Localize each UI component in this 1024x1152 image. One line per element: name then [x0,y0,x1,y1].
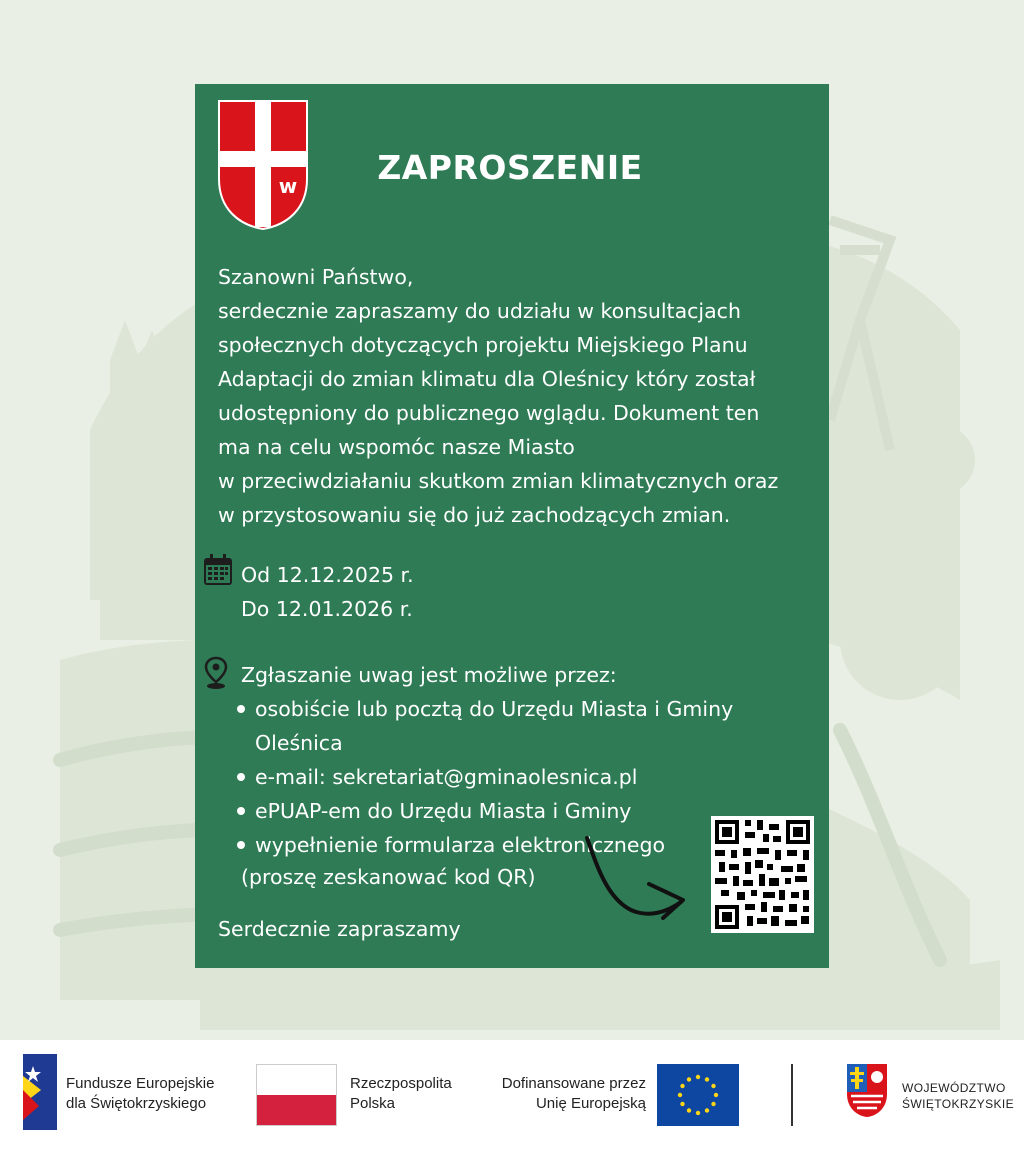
qr-instruction: (proszę zeskanować kod QR) [241,865,536,889]
qr-code-icon[interactable] [711,816,814,933]
intro-line: społecznych dotyczących projektu Miejskiego Planu [218,333,748,357]
intro-text [218,260,818,532]
eu-line2: Unię Europejską [535,1095,646,1112]
crest-letter: w [278,174,298,198]
greeting: Szanowni Państwo, [218,265,414,289]
date-from: Od 12.12.2025 r. [241,563,414,587]
poland-flag-icon [256,1064,337,1126]
consultation-dates [241,558,414,626]
arrow-to-qr-icon [583,836,693,926]
list-item: osobiście lub pocztą do Urzędu Miasta i Gminy Oleśnica [235,692,755,760]
date-to: Do 12.01.2026 r. [241,597,413,621]
calendar-icon [203,554,233,586]
fe-logo-icon [17,1050,57,1134]
list-item: wypełnienie formularza elektronicznego [235,828,755,862]
rp-line2: Polska [350,1095,396,1112]
invitation-card [195,84,829,968]
intro-line: serdecznie zapraszamy do udziału w konsultacjach [218,299,741,323]
fe-label [66,1074,214,1114]
rp-line1: Rzeczpospolita [350,1075,452,1092]
region-line2: ŚWIĘTOKRZYSKIE [902,1097,1015,1111]
region-crest-icon [845,1062,889,1118]
intro-line: w przystosowaniu się do już zachodzących zmian. [218,503,731,527]
region-label [902,1080,1014,1112]
fe-line1: Fundusze Europejskie [66,1075,215,1092]
intro-line: Adaptacji do zmian klimatu dla Oleśnicy który został [218,367,756,391]
page-title: ZAPROSZENIE [377,148,643,187]
location-pin-icon [204,656,228,690]
list-item: ePUAP-em do Urzędu Miasta i Gminy [235,794,755,828]
eu-flag-icon [657,1064,739,1126]
submission-heading: Zgłaszanie uwag jest możliwe przez: [241,663,617,687]
eu-line1: Dofinansowane przez [501,1075,646,1092]
fe-line2: dla Świętokrzyskiego [66,1095,207,1112]
list-item: e-mail: sekretariat@gminaolesnica.pl [235,760,755,794]
closing-text: Serdecznie zapraszamy [218,917,461,941]
intro-line: ma na celu wspomóc nasze Miasto [218,435,575,459]
coat-of-arms-icon [217,99,309,231]
region-line1: WOJEWÓDZTWO [902,1081,1006,1095]
footer-divider [791,1064,793,1126]
intro-line: udostępniony do publicznego wglądu. Dokument ten [218,401,760,425]
funding-footer [0,1040,1024,1152]
intro-line: w przeciwdziałaniu skutkom zmian klimatycznych oraz [218,469,779,493]
rp-label [350,1074,452,1114]
eu-label [490,1074,646,1114]
